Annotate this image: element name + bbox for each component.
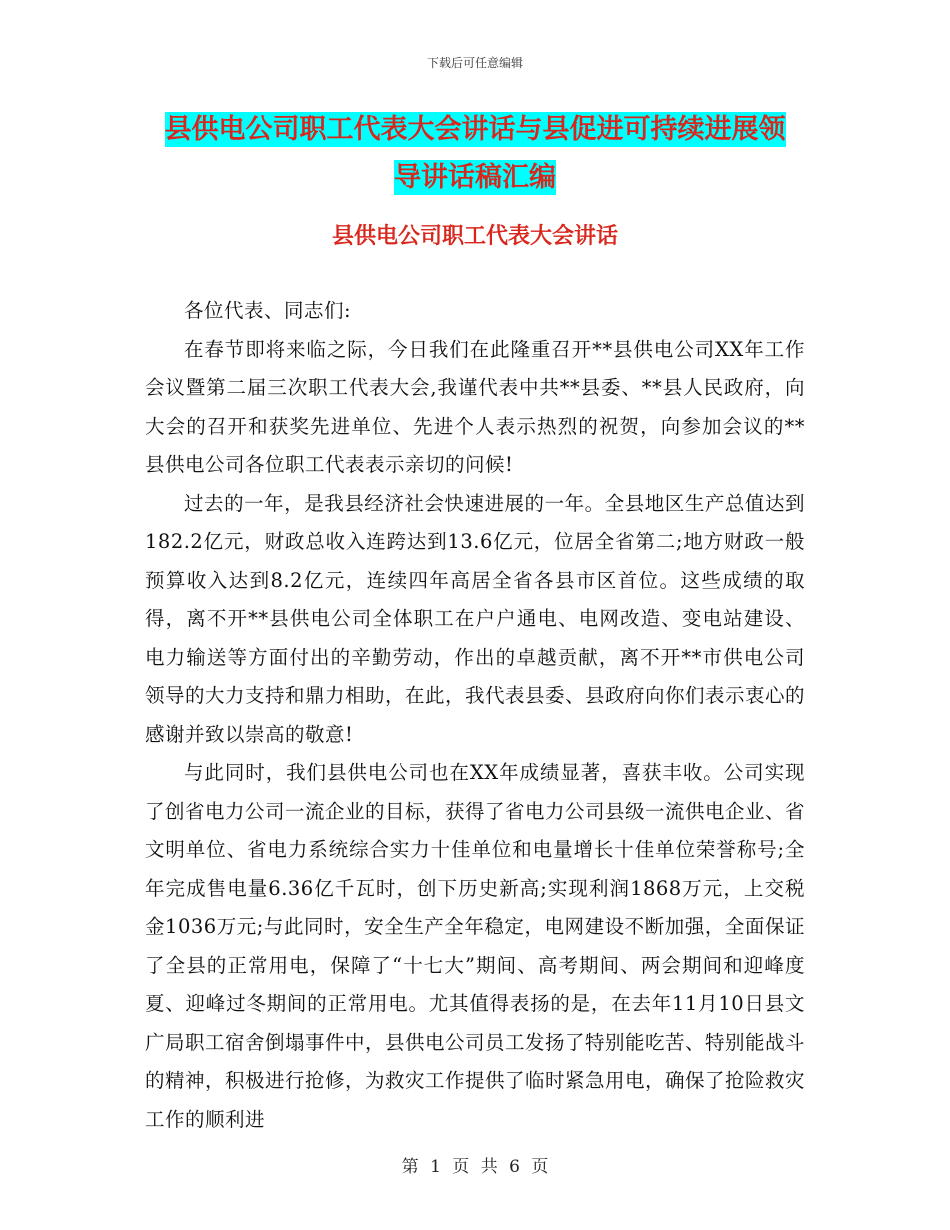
paragraph: 在春节即将来临之际，今日我们在此隆重召开**县供电公司XX年工作会议暨第二届三次职工代表大会,我谨代表中共**县委、**县人民政府，向大会的召开和获奖先进单位、先进个人表示热烈的祝贺，向参加会议的**县供电公司各位职工代表表示亲切的问候! xyxy=(145,337,805,476)
page-footer: 第 1 页 共 6 页 xyxy=(401,1157,549,1177)
paragraph: 过去的一年，是我县经济社会快速进展的一年。全县地区生产总值达到182.2亿元，财政总收入连跨达到13.6亿元，位居全省第二;地方财政一般预算收入达到8.2亿元，连续四年高居全省各县市区首位。这些成绩的取得，离不开**县供电公司全体职工在户户通电、电网改造、变电站建设、电力输送等方面付出的辛勤劳动，作出的卓越贡献，离不开**市供电公司领导的大力支持和鼎力相助，在此，我代表县委、县政府向你们表示衷心的感谢并致以崇高的敬意! xyxy=(145,491,806,746)
body-text xyxy=(145,292,805,1139)
paragraph-salutation: 各位代表、同志们: xyxy=(184,299,352,322)
title-line-2: 导讲话稿汇编 xyxy=(394,162,556,193)
document-title xyxy=(145,106,805,202)
paragraph: 与此同时，我们县供电公司也在XX年成绩显著，喜获丰收。公司实现了创省电力公司一流企业的目标，获得了省电力公司县级一流供电企业、省文明单位、省电力系统综合实力十佳单位和电量增长十佳单位荣誉称号;全年完成售电量6.36亿千瓦时，创下历史新高;实现利润1868万元，上交税金1036万元;与此同时，安全生产全年稳定，电网建设不断加强，全面保证了全县的正常用电，保障了“十七大”期间、高考期间、两会期间和迎峰度夏、迎峰过冬期间的正常用电。尤其值得表扬的是，在去年11月10日县文广局职工宿舍倒塌事件中，县供电公司员工发扬了特别能吃苦、特别能战斗的精神，积极进行抢修，为救灾工作提供了临时紧急用电，确保了抢险救灾工作的顺利进 xyxy=(145,761,806,1131)
header-note: 下载后可任意编辑 xyxy=(426,56,523,70)
title-line-1: 县供电公司职工代表大会讲话与县促进可持续进展领 xyxy=(164,114,786,145)
section-title: 县供电公司职工代表大会讲话 xyxy=(331,224,618,249)
